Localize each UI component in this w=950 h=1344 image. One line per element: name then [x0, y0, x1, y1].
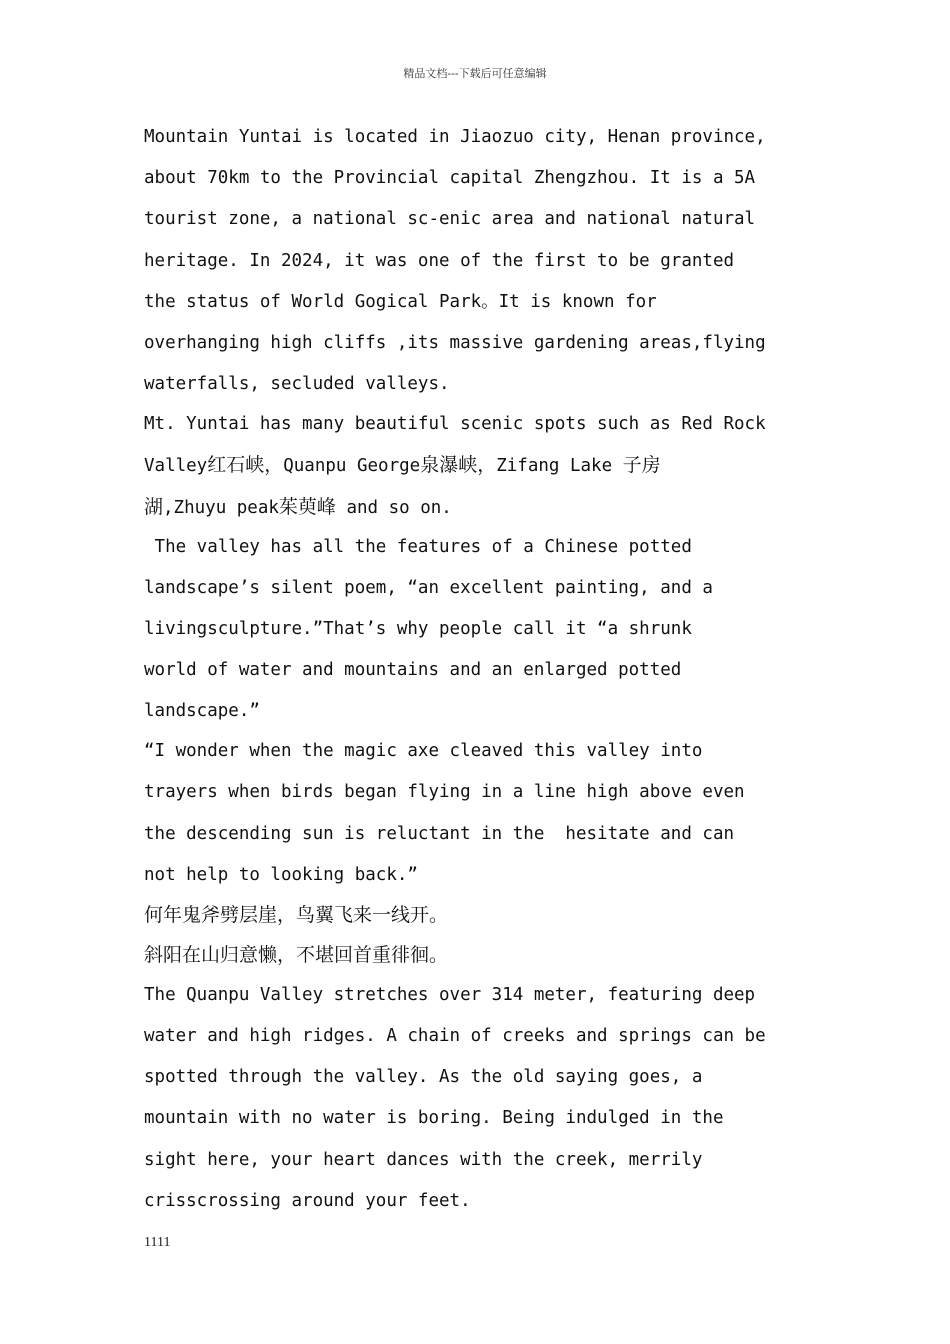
- text-line: about 70km to the Provincial capital Zhengzhou. It is a 5A: [144, 168, 756, 189]
- text-line-mixed: [144, 445, 824, 486]
- paragraph-chinese-poem: [144, 895, 824, 975]
- text-segment-chinese: 茱萸峰: [278, 495, 336, 518]
- document-body: [144, 117, 824, 1221]
- text-segment-chinese: 子房: [622, 454, 661, 477]
- text-segment-chinese: 泉瀑峡，: [420, 454, 497, 477]
- text-line: mountain with no water is boring. Being indulged in the: [144, 1108, 724, 1129]
- text-segment: Valley: [144, 456, 208, 477]
- text-line: trayers when birds began flying in a line high above even: [144, 782, 745, 803]
- text-line: livingsculpture.”That’s why people call it “a shrunk: [144, 618, 692, 639]
- poem-line: 斜阳在山归意懒，不堪回首重徘徊。: [144, 943, 449, 966]
- text-line: overhanging high cliffs ,its massive gardening areas,flying: [144, 332, 766, 353]
- text-segment: Zifang Lake: [496, 456, 623, 477]
- paragraph-potted-landscape: [144, 527, 824, 732]
- text-segment-chinese: 湖: [144, 495, 164, 518]
- paragraph-scenic-spots: [144, 404, 824, 526]
- text-line: “I wonder when the magic axe cleaved this valley into: [144, 741, 703, 762]
- text-segment: ,Zhuyu peak: [163, 497, 279, 518]
- paragraph-quanpu-valley: [144, 975, 824, 1221]
- text-line: not help to looking back.”: [144, 864, 418, 885]
- text-line: landscape’s silent poem, “an excellent painting, and a: [144, 577, 713, 598]
- text-line: landscape.”: [144, 701, 260, 722]
- text-line: world of water and mountains and an enlarged potted: [144, 660, 682, 681]
- text-line: The valley has all the features of a Chinese potted: [144, 536, 692, 557]
- text-line: water and high ridges. A chain of creeks and springs can be: [144, 1026, 766, 1046]
- text-line: tourist zone, a national sc-enic area and national natural: [144, 209, 756, 230]
- text-segment: Quanpu George: [283, 456, 421, 477]
- text-line: spotted through the valley. As the old saying goes, a: [144, 1067, 703, 1088]
- text-line: sight here, your heart dances with the creek, merrily: [144, 1149, 703, 1170]
- text-segment-chinese: 红石峡，: [207, 454, 284, 477]
- text-segment: and so on.: [335, 497, 452, 518]
- paragraph-intro: [144, 117, 824, 404]
- text-line: crisscrossing around your feet.: [144, 1190, 471, 1211]
- text-line: heritage. In 2024, it was one of the first to be granted: [144, 250, 735, 271]
- text-line: the descending sun is reluctant in the hesitate and can: [144, 823, 735, 844]
- text-line: waterfalls, secluded valleys.: [144, 374, 450, 395]
- text-line: the status of World Gogical Park。It is known for: [144, 291, 657, 312]
- text-line-mixed: [144, 487, 824, 527]
- page-number: 1111: [144, 1235, 171, 1250]
- paragraph-poem-translation: [144, 731, 824, 895]
- text-line: The Quanpu Valley stretches over 314 meter, featuring deep: [144, 984, 756, 1005]
- text-line: Mt. Yuntai has many beautiful scenic spots such as Red Rock: [144, 414, 766, 435]
- text-line: Mountain Yuntai is located in Jiaozuo city, Henan province,: [144, 127, 766, 147]
- page-header: 精品文档---下载后可任意编辑: [403, 67, 547, 80]
- poem-line: 何年鬼斧劈层崖，鸟翼飞来一线开。: [144, 903, 449, 926]
